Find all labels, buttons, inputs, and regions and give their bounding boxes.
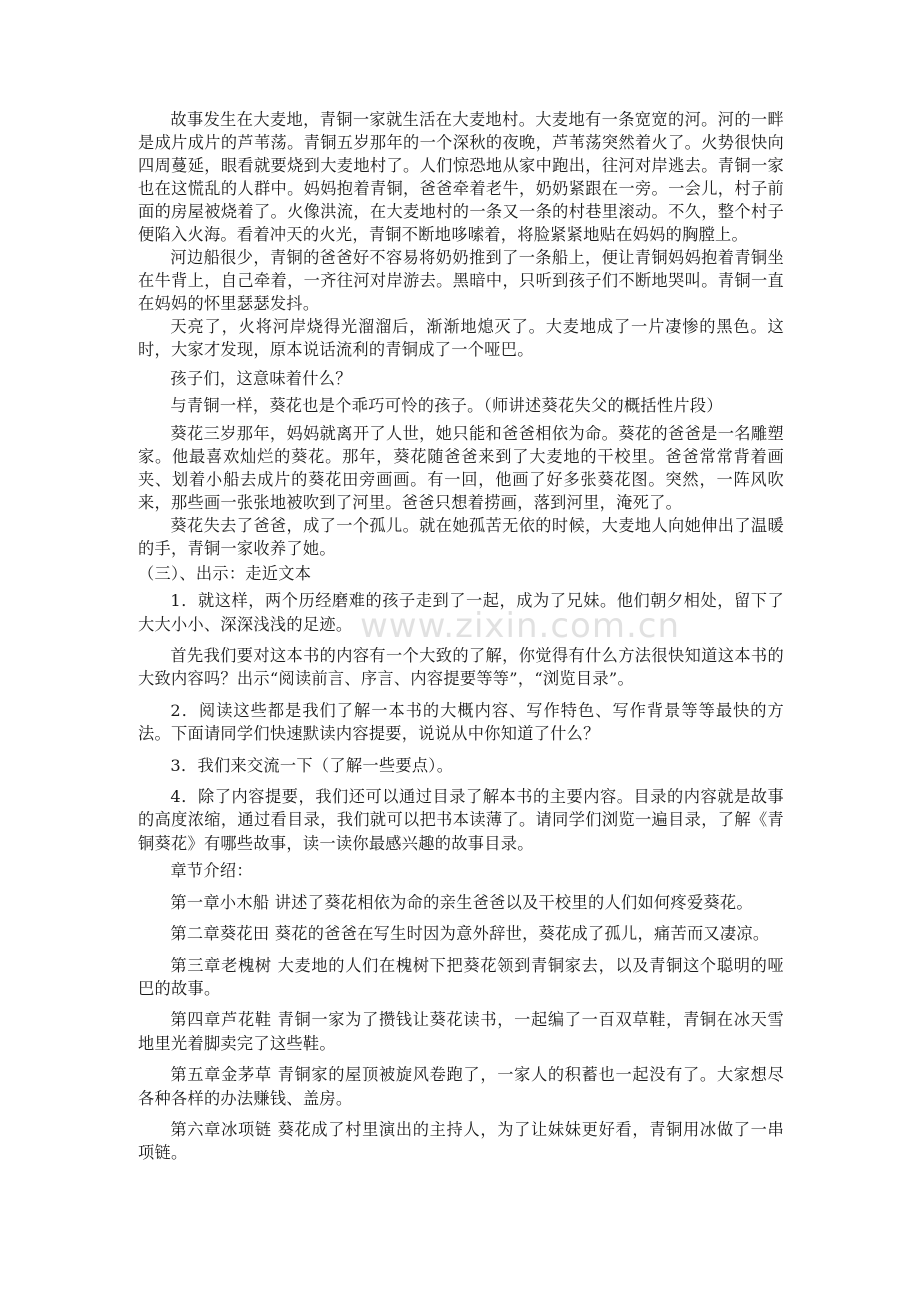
chapter-1: 第一章小木船 讲述了葵花相依为命的亲生爸爸以及干校里的人们如何疼爱葵花。: [170, 892, 753, 912]
paragraph-kuihua-father: 葵花三岁那年，妈妈就离开了人世，她只能和爸爸相依为命。葵花的爸爸是一名雕塑家。他最喜欢灿烂的葵花。那年，葵花随爸爸来到了大麦地的干校里。爸爸常常背着画夹、划着小船去成片的葵花田旁画画。有一回，他画了好多张葵花图。突然，一阵风吹来，那些画一张张地被吹到了河里。爸爸只想着捞画，落到河里，淹死了。: [138, 423, 784, 512]
paragraph-boat: 河边船很少，青铜的爸爸好不容易将奶奶推到了一条船上，便让青铜妈妈抱着青铜坐在牛背上，自己牵着，一齐往河对岸游去。黑暗中，只听到孩子们不断地哭叫。青铜一直在妈妈的怀里瑟瑟发抖。: [138, 248, 784, 313]
chapter-2: 第二章葵花田 葵花的爸爸在写生时因为意外辞世，葵花成了孤儿，痛苦而又凄凉。: [170, 924, 770, 944]
paragraph-step-4: 4．除了内容提要，我们还可以通过目录了解本书的主要内容。目录的内容就是故事的高度浓缩，通过看目录，我们就可以把书本读薄了。请同学们浏览一遍目录，了解《青铜葵花》有哪些故事，读一读你最感兴趣的故事目录。: [138, 787, 784, 853]
paragraph-method: 首先我们要对这本书的内容有一个大致的了解，你觉得有什么方法很快知道这本书的大致内容吗？出示“阅读前言、序言、内容提要等等”，“浏览目录”。: [138, 646, 784, 689]
paragraph-dawn: 天亮了，火将河岸烧得光溜溜后，渐渐地熄灭了。大麦地成了一片凄惨的黑色。这时，大家才发现，原本说话流利的青铜成了一个哑巴。: [138, 317, 784, 359]
paragraph-orphan: 葵花失去了爸爸，成了一个孤儿。就在她孤苦无依的时候，大麦地人向她伸出了温暖的手，青铜一家收养了她。: [138, 515, 784, 558]
chapter-6: 第六章冰项链 葵花成了村里演出的主持人，为了让妹妹更好看，青铜用冰做了一串项链。: [138, 1119, 784, 1163]
chapter-4: 第四章芦花鞋 青铜一家为了攒钱让葵花读书，一起编了一百双草鞋，青铜在冰天雪地里光着脚卖完了这些鞋。: [138, 1010, 784, 1053]
paragraph-step-1: 1．就这样，两个历经磨难的孩子走到了一起，成为了兄妹。他们朝夕相处，留下了大大小小、深深浅浅的足迹。: [138, 591, 784, 634]
section-heading: （三）、出示：走近文本: [138, 563, 312, 583]
paragraph-question: 孩子们，这意味着什么？: [170, 369, 352, 388]
chapter-intro-heading: 章节介绍：: [170, 861, 253, 881]
chapter-3: 第三章老槐树 大麦地的人们在槐树下把葵花领到青铜家去，以及青铜这个聪明的哑巴的故事。: [138, 955, 784, 998]
paragraph-step-3: 3．我们来交流一下（了解一些要点）。: [170, 755, 454, 775]
paragraph-step-2: 2．阅读这些都是我们了解一本书的大概内容、写作特色、写作背景等等最快的方法。下面请同学们快速默读内容提要，说说从中你知道了什么？: [138, 700, 784, 744]
paragraph-fire-story: 故事发生在大麦地，青铜一家就生活在大麦地村。大麦地有一条宽宽的河。河的一畔是成片成片的芦苇荡。青铜五岁那年的一个深秋的夜晚，芦苇荡突然着火了。火势很快向四周蔓延，眼看就要烧到大麦地村了。人们惊恐地从家中跑出，往河对岸逃去。青铜一家也在这慌乱的人群中。妈妈抱着青铜，爸爸牵着老牛，奶奶紧跟在一旁。一会儿，村子前面的房屋被烧着了。火像洪流，在大麦地村的一条又一条的村巷里滚动。不久，整个村子便陷入火海。看着冲天的火光，青铜不断地哆嗦着，将脸紧紧地贴在妈妈的胸膛上。: [138, 110, 784, 244]
watermark: www.zixin.com.cn: [360, 606, 680, 646]
document-page: [138, 108, 784, 1165]
chapter-5: 第五章金茅草 青铜家的屋顶被旋风卷跑了，一家人的积蓄也一起没有了。大家想尽各种各样的办法赚钱、盖房。: [138, 1065, 784, 1108]
paragraph-kuihua-intro: 与青铜一样，葵花也是个乖巧可怜的孩子。（师讲述葵花失父的概括性片段）: [170, 396, 723, 416]
